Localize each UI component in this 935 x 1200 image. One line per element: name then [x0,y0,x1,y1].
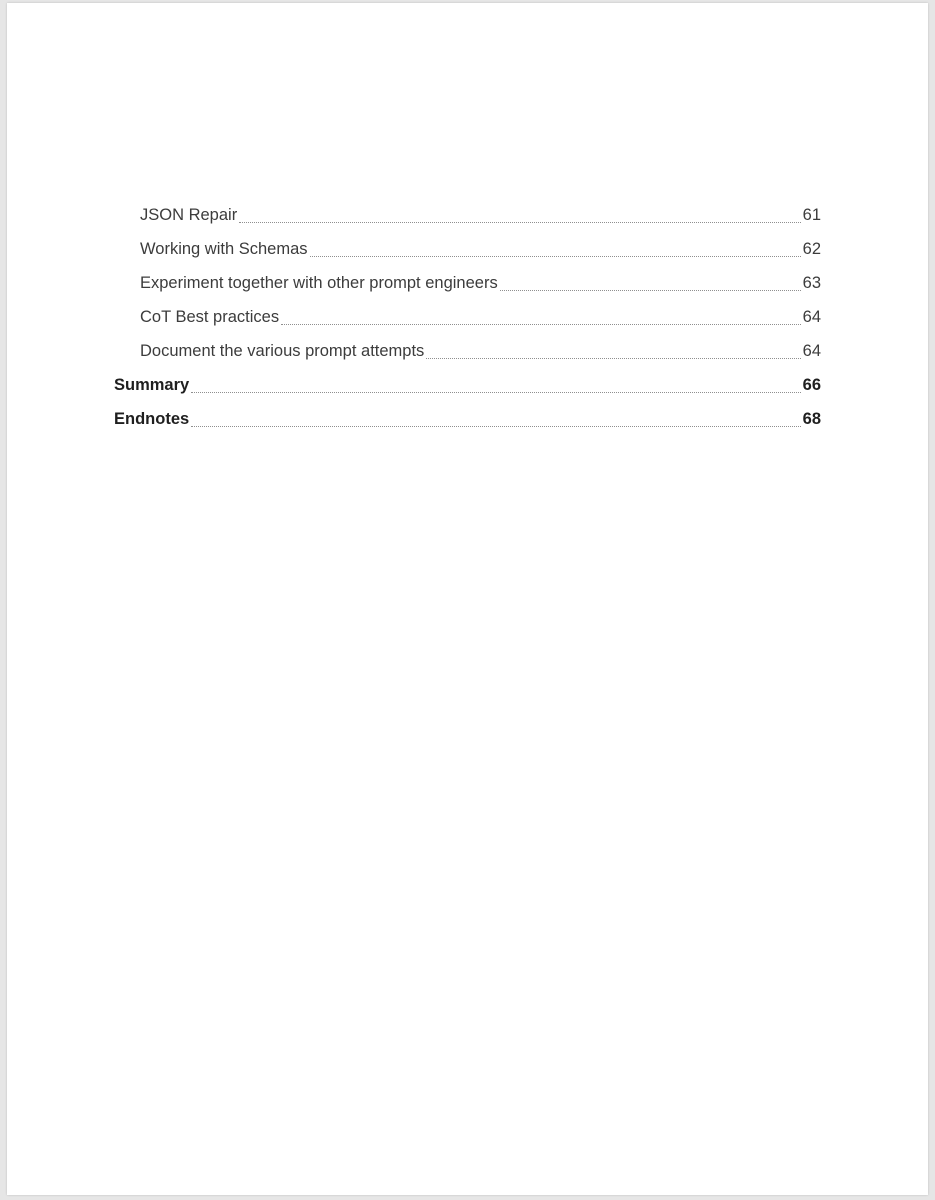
toc-dot-leader [281,324,801,325]
toc-entry-page-number: 64 [802,342,821,360]
toc-entry-summary[interactable] [114,367,821,401]
toc-dot-leader [191,426,800,427]
toc-entry-page-number: 61 [802,206,821,224]
toc-entry-cot-best-practices[interactable] [114,299,821,333]
toc-entry-label: Document the various prompt attempts [140,342,425,360]
toc-dot-leader [239,222,800,223]
toc-entry-label: Summary [114,376,190,394]
toc-entry-page-number: 62 [802,240,821,258]
toc-entry-page-number: 66 [802,376,821,394]
toc-dot-leader [500,290,801,291]
toc-entry-json-repair[interactable] [114,197,821,231]
toc-entry-label: CoT Best practices [140,308,280,326]
toc-dot-leader [310,256,801,257]
toc-entry-label: Experiment together with other prompt engineers [140,274,498,292]
toc-entry-page-number: 63 [802,274,821,292]
toc-entry-label: Working with Schemas [140,240,308,258]
toc-entry-experiment-together[interactable] [114,265,821,299]
toc-entry-label: JSON Repair [140,206,238,224]
toc-entry-document-prompt-attempts[interactable] [114,333,821,367]
toc-dot-leader [191,392,800,393]
toc-dot-leader [426,358,800,359]
toc-entry-working-with-schemas[interactable] [114,231,821,265]
toc-entry-label: Endnotes [114,410,190,428]
table-of-contents [114,197,821,435]
document-page [7,3,928,1195]
toc-entry-page-number: 68 [802,410,821,428]
toc-entry-page-number: 64 [802,308,821,326]
toc-entry-endnotes[interactable] [114,401,821,435]
